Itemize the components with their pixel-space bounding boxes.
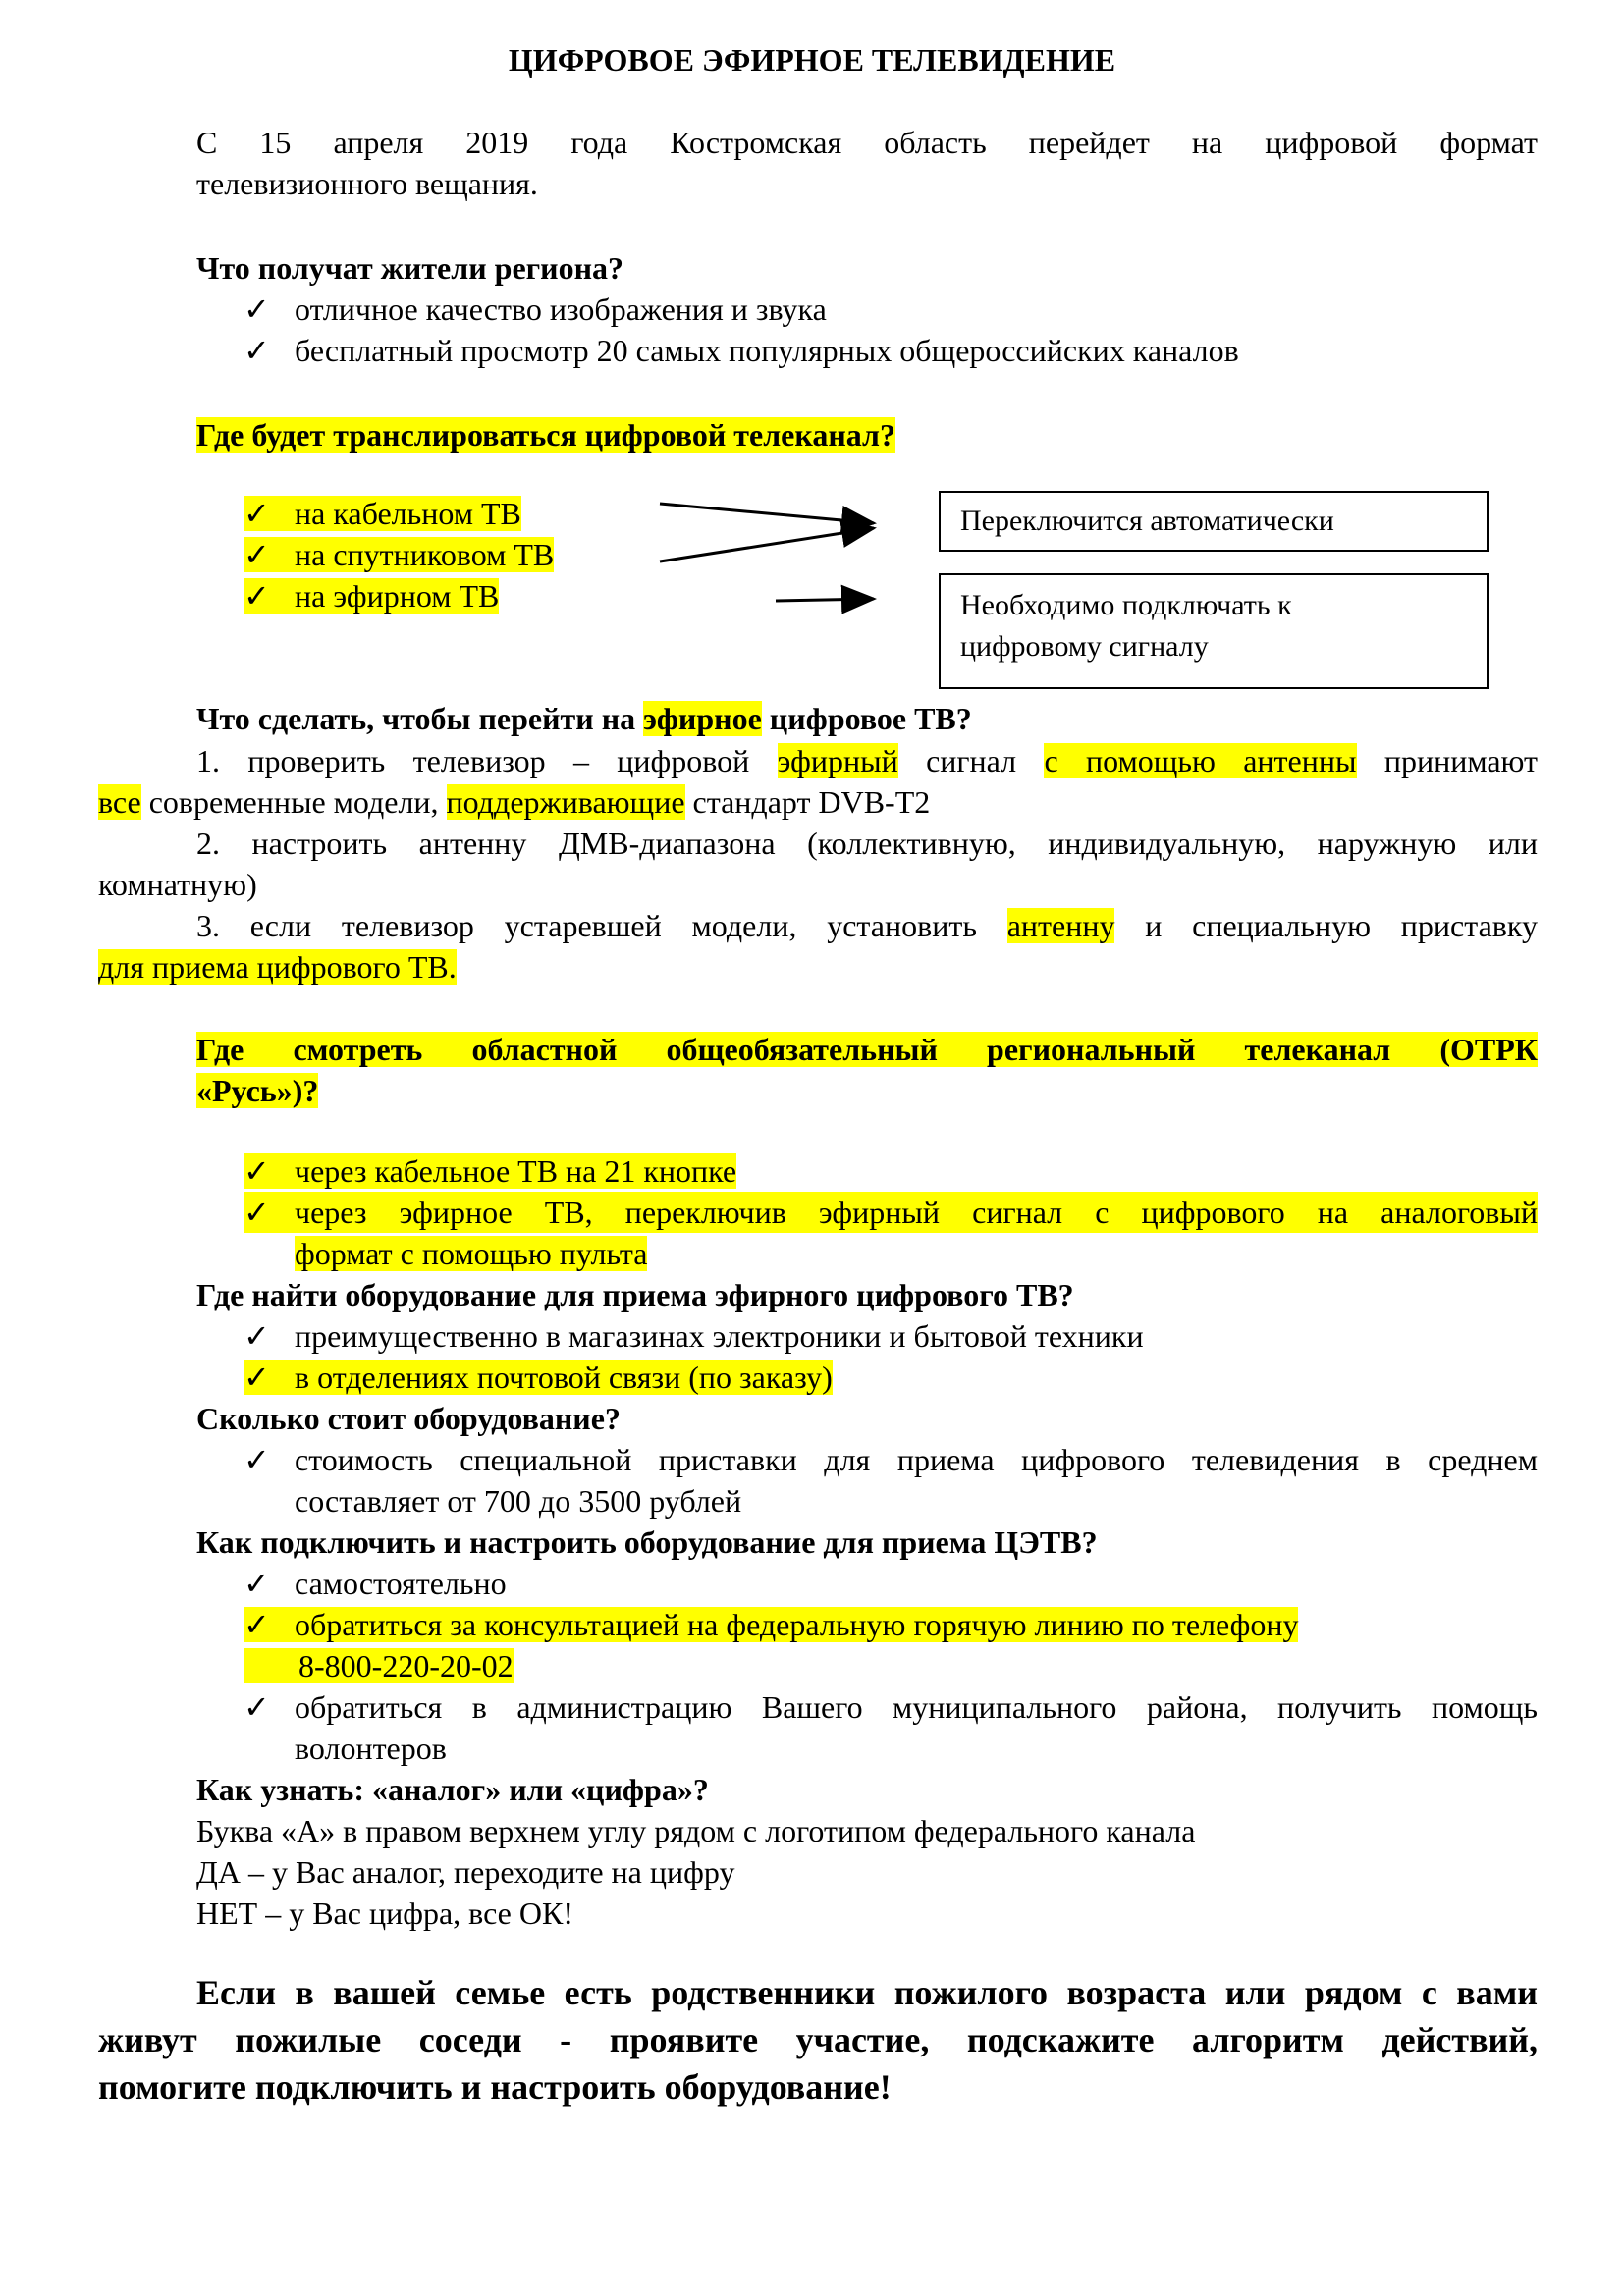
item-text: обратиться в администрацию Вашего муниципального района, получить помощь [295, 1689, 1538, 1725]
check-mark-icon: ✓ [244, 1153, 270, 1189]
list-item [244, 1604, 1298, 1645]
list-item [244, 1686, 1538, 1728]
item-text: через кабельное ТВ на 21 кнопке [295, 1153, 737, 1189]
check-mark-icon: ✓ [244, 1566, 270, 1601]
check-mark-icon: ✓ [244, 333, 270, 368]
arrow-satellite [660, 528, 874, 561]
check-mark-icon: ✓ [244, 292, 270, 327]
item-text: стоимость специальной приставки для приема цифрового телевидения в среднем [295, 1442, 1538, 1477]
list-item [244, 1315, 1144, 1357]
section5-heading: Где найти оборудование для приема эфирного цифрового ТВ? [196, 1277, 1074, 1312]
check-mark-icon: ✓ [244, 578, 270, 614]
section6-heading: Сколько стоит оборудование? [196, 1401, 621, 1436]
step1-line1: 1. проверить телевизор – цифровой эфирный сигнал с помощью антенны принимают [196, 743, 1539, 778]
list-item [244, 1192, 1538, 1233]
item-text: на спутниковом ТВ [295, 537, 555, 572]
list-item-continuation: формат с помощью пульта [295, 1236, 648, 1271]
auto-switch-box: Переключится автоматически [939, 491, 1489, 552]
item-text: на кабельном ТВ [295, 496, 521, 531]
step3-line1: 3. если телевизор устаревшей модели, установить антенну и специальную приставку [196, 908, 1539, 943]
check-mark-icon: ✓ [244, 1689, 270, 1725]
list-item [244, 1439, 1538, 1480]
check-mark-icon: ✓ [244, 537, 270, 572]
check-mark-icon: ✓ [244, 1360, 270, 1395]
connect-required-box [939, 573, 1489, 689]
item-text: через эфирное ТВ, переключив эфирный сигнал с цифрового на аналоговый [295, 1195, 1538, 1230]
item-text: бесплатный просмотр 20 самых популярных общероссийских каналов [295, 333, 1239, 368]
section3-heading: Что сделать, чтобы перейти на эфирное цифровое ТВ? [196, 701, 972, 736]
list-item-continuation: волонтеров [295, 1731, 447, 1766]
step2-line1: 2. настроить антенну ДМВ-диапазона (коллективную, индивидуальную, наружную или [196, 826, 1538, 861]
item-text: на эфирном ТВ [295, 578, 500, 614]
box-line: Необходимо подключать к [960, 589, 1292, 621]
step3-line2: для приема цифрового ТВ. [98, 949, 457, 985]
section8-heading: Как узнать: «аналог» или «цифра»? [196, 1772, 709, 1807]
arrow-cable [660, 504, 874, 523]
check-mark-icon: ✓ [244, 1607, 270, 1642]
closing-line1: Если в вашей семье есть родственники пожилого возраста или рядом с вами [196, 1973, 1538, 2012]
item-text: обратиться за консультацией на федеральную горячую линию по телефону [295, 1607, 1299, 1642]
intro-line-2: телевизионного вещания. [196, 166, 538, 201]
arrow-terrestrial [776, 599, 874, 601]
heading-text: Где будет транслироваться цифровой телеканал? [196, 417, 895, 453]
list-item-continuation: составляет от 700 до 3500 рублей [295, 1483, 742, 1519]
check-mark-icon: ✓ [244, 496, 270, 531]
check-mark-icon: ✓ [244, 1442, 270, 1477]
step1-line2: все современные модели, поддерживающие стандарт DVB-T2 [98, 784, 931, 820]
check-mark-icon: ✓ [244, 1195, 270, 1230]
section4-heading-line1: Где смотреть областной общеобязательный региональный телеканал (ОТРК [196, 1032, 1538, 1067]
intro-line-1: С 15 апреля 2019 года Костромская область перейдет на цифровой формат [196, 125, 1538, 160]
page-title: ЦИФРОВОЕ ЭФИРНОЕ ТЕЛЕВИДЕНИЕ [508, 42, 1116, 78]
section8-line2: ДА – у Вас аналог, переходите на цифру [196, 1854, 735, 1890]
section8-line3: НЕТ – у Вас цифра, все ОК! [196, 1896, 573, 1931]
phone-number: 8-800-220-20-02 [244, 1645, 514, 1686]
section7-heading: Как подключить и настроить оборудование для приема ЦЭТВ? [196, 1524, 1098, 1560]
item-text: самостоятельно [295, 1566, 507, 1601]
list-item [244, 1563, 507, 1604]
section8-line1: Буква «А» в правом верхнем углу рядом с логотипом федерального канала [196, 1813, 1196, 1848]
closing-line2: живут пожилые соседи - проявите участие, подскажите алгоритм действий, [98, 2020, 1538, 2059]
item-text: преимущественно в магазинах электроники и бытовой техники [295, 1318, 1144, 1354]
item-text: отличное качество изображения и звука [295, 292, 827, 327]
list-item [244, 1357, 833, 1398]
section1-heading: Что получат жители региона? [196, 250, 624, 286]
item-text: в отделениях почтовой связи (по заказу) [295, 1360, 833, 1395]
step2-line2: комнатную) [98, 867, 257, 902]
section4-heading-line2: «Русь»)? [196, 1073, 319, 1108]
closing-line3: помогите подключить и настроить оборудование! [98, 2067, 892, 2107]
box-line: цифровому сигналу [960, 630, 1209, 663]
check-mark-icon: ✓ [244, 1318, 270, 1354]
list-item [244, 1150, 736, 1192]
